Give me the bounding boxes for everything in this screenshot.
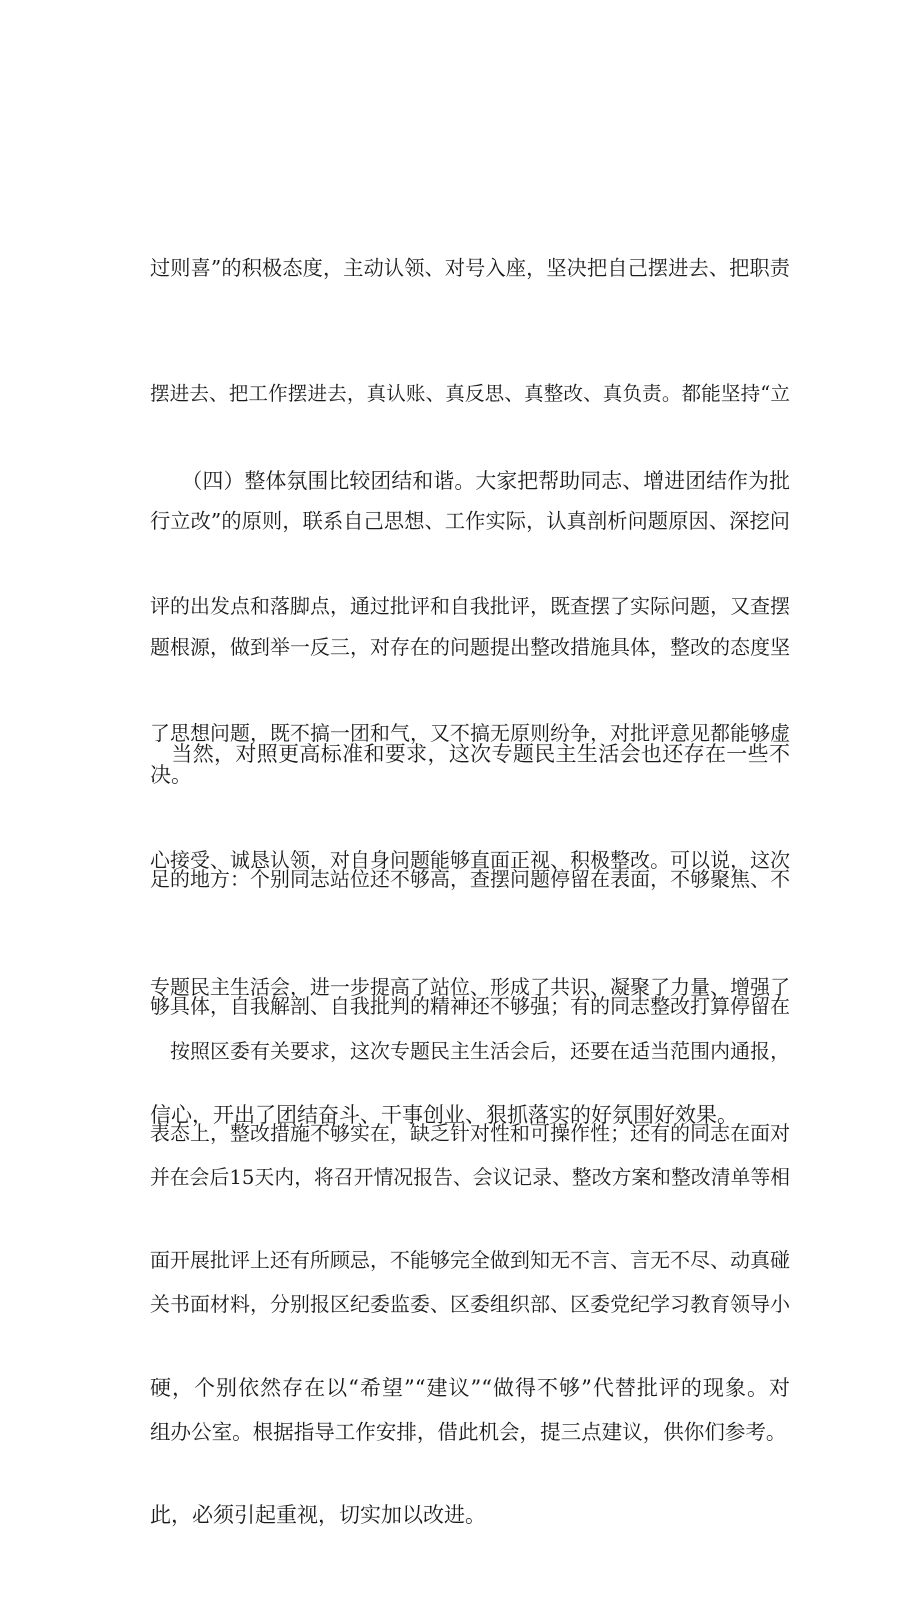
- text-line: 心接受、诚恳认领，对自身问题能够直面正视、积极整改。可以说，这次: [150, 849, 790, 873]
- text-line: 摆进去、把工作摆进去，真认账、真反思、真整改、真负责。都能坚持“立: [150, 382, 790, 406]
- text-line: 表态上，整改措施不够实在，缺乏针对性和可操作性；还有的同志在面对: [150, 1122, 790, 1146]
- text-line: 评的出发点和落脚点，通过批评和自我批评，既查摆了实际问题，又查摆: [150, 595, 790, 619]
- text-line: 足的地方：个别同志站位还不够高，查摆问题停留在表面，不够聚焦、不: [150, 868, 790, 892]
- text-line: 并在会后15天内，将召开情况报告、会议记录、整改方案和整改清单等相: [150, 1166, 790, 1190]
- text-line: 决。: [150, 763, 192, 788]
- text-line: 行立改”的原则，联系自己思想、工作实际，认真剖析问题原因、深挖问: [150, 509, 790, 534]
- text-line: 信心，开出了团结奋斗、干事创业、狠抓落实的好氛围好效果。: [150, 1103, 738, 1128]
- text-line: 够具体，自我解剖、自我批判的精神还不够强；有的同志整改打算停留在: [150, 995, 790, 1019]
- text-line: 硬，个别依然存在以“希望”“建议”“做得不够”代替批评的现象。对: [150, 1376, 790, 1401]
- text-line: 当然，对照更高标准和要求，这次专题民主生活会也还存在一些不: [150, 741, 790, 766]
- text-line: 按照区委有关要求，这次专题民主生活会后，还要在适当范围内通报，: [150, 1039, 790, 1063]
- text-line: 组办公室。根据指导工作安排，借此机会，提三点建议，供你们参考。: [150, 1420, 787, 1445]
- text-line: 关书面材料，分别报区纪委监委、区委组织部、区委党纪学习教育领导小: [150, 1293, 790, 1317]
- text-line: 题根源，做到举一反三，对存在的问题提出整改措施具体，整改的态度坚: [150, 636, 790, 660]
- text-line: （四）整体氛围比较团结和谐。大家把帮助同志、增进团结作为批: [150, 468, 790, 493]
- paragraph-requirements: [150, 946, 790, 1538]
- text-line: 过则喜”的积极态度，主动认领、对号入座，坚决把自己摆进去、把职责: [150, 255, 790, 280]
- text-line: 了思想问题，既不搞一团和气，又不搞无原则纷争，对批评意见都能够虚: [150, 722, 790, 746]
- text-line: 面开展批评上还有所顾忌，不能够完全做到知无不言、言无不尽、动真碰: [150, 1249, 790, 1273]
- text-line: 专题民主生活会，进一步提高了站位、形成了共识、凝聚了力量、增强了: [150, 976, 790, 1000]
- text-line: 此，必须引起重视，切实加以改进。: [150, 1502, 486, 1527]
